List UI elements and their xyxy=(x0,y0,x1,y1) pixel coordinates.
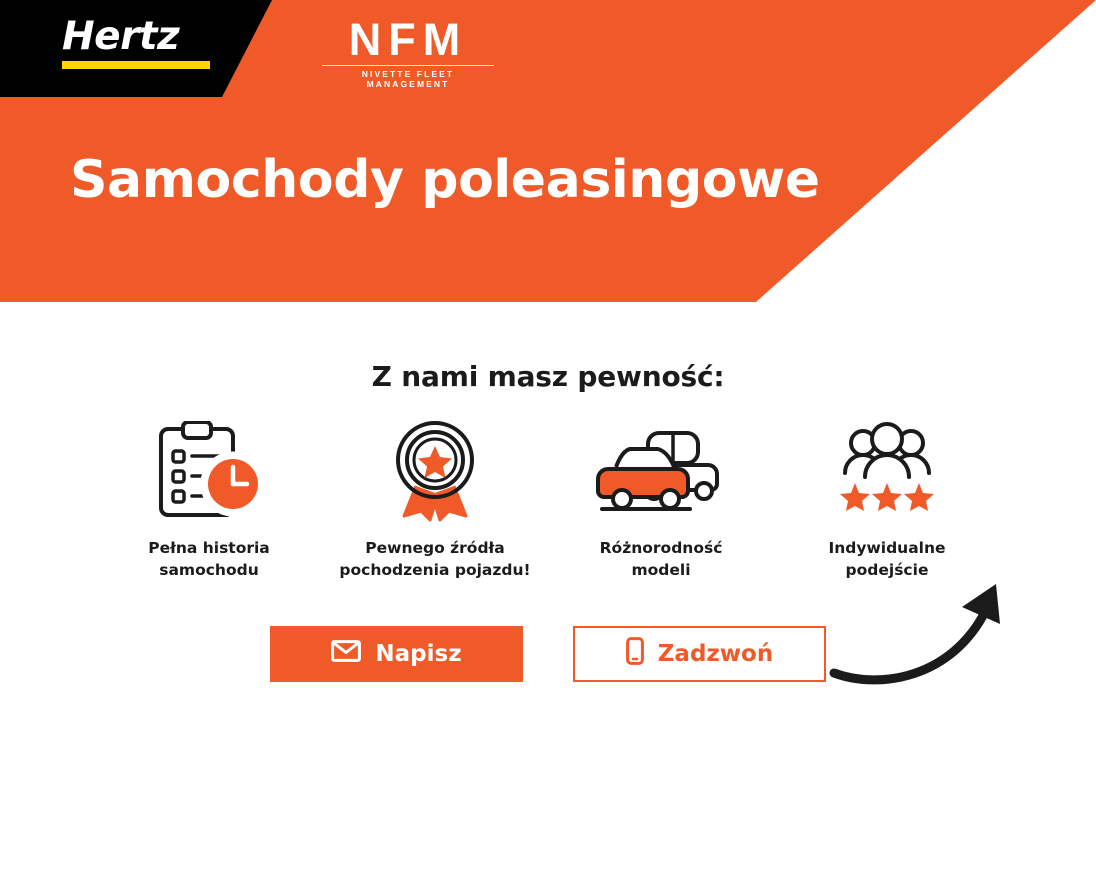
people-stars-icon xyxy=(774,419,1000,523)
feature-label-line2: pochodzenia pojazdu! xyxy=(339,561,531,580)
page-header xyxy=(0,0,1096,302)
call-button[interactable] xyxy=(573,626,826,682)
feature-item xyxy=(96,419,322,582)
feature-item xyxy=(774,419,1000,582)
cars-icon xyxy=(548,419,774,523)
nfm-logo-text: NFM xyxy=(348,14,468,65)
feature-label-line1: Różnorodność xyxy=(599,539,723,557)
feature-label xyxy=(96,537,322,582)
feature-label xyxy=(548,537,774,582)
clipboard-clock-icon xyxy=(96,419,322,523)
award-medal-icon xyxy=(322,419,548,523)
envelope-icon xyxy=(331,640,361,668)
phone-icon xyxy=(626,637,644,671)
hertz-logo xyxy=(62,14,212,69)
feature-label-line1: Pewnego źródła xyxy=(365,539,505,557)
feature-item xyxy=(322,419,548,582)
features-list xyxy=(0,419,1096,582)
section-subtitle: Z nami masz pewność: xyxy=(371,360,725,393)
nfm-logo-tagline: NIVETTE FLEET MANAGEMENT xyxy=(361,69,455,90)
feature-label xyxy=(322,537,548,582)
feature-label-line2: samochodu xyxy=(159,561,259,580)
nfm-logo-rule xyxy=(322,65,494,66)
curved-arrow-icon xyxy=(828,578,1018,688)
feature-label-line1: Pełna historia xyxy=(148,539,270,557)
feature-label-line2: modeli xyxy=(631,561,691,580)
hertz-logo-underline xyxy=(62,61,210,69)
hertz-logo-text: Hertz xyxy=(62,14,180,59)
page-title: Samochody poleasingowe xyxy=(70,150,820,210)
write-button[interactable] xyxy=(270,626,523,682)
feature-label xyxy=(774,537,1000,582)
write-button-label: Napisz xyxy=(375,640,462,667)
feature-label-line1: Indywidualne xyxy=(828,539,946,557)
feature-item xyxy=(548,419,774,582)
nfm-logo xyxy=(322,16,494,89)
feature-label-line2: podejście xyxy=(845,561,929,580)
cta-row xyxy=(0,626,1096,682)
call-button-label: Zadzwoń xyxy=(657,640,774,667)
